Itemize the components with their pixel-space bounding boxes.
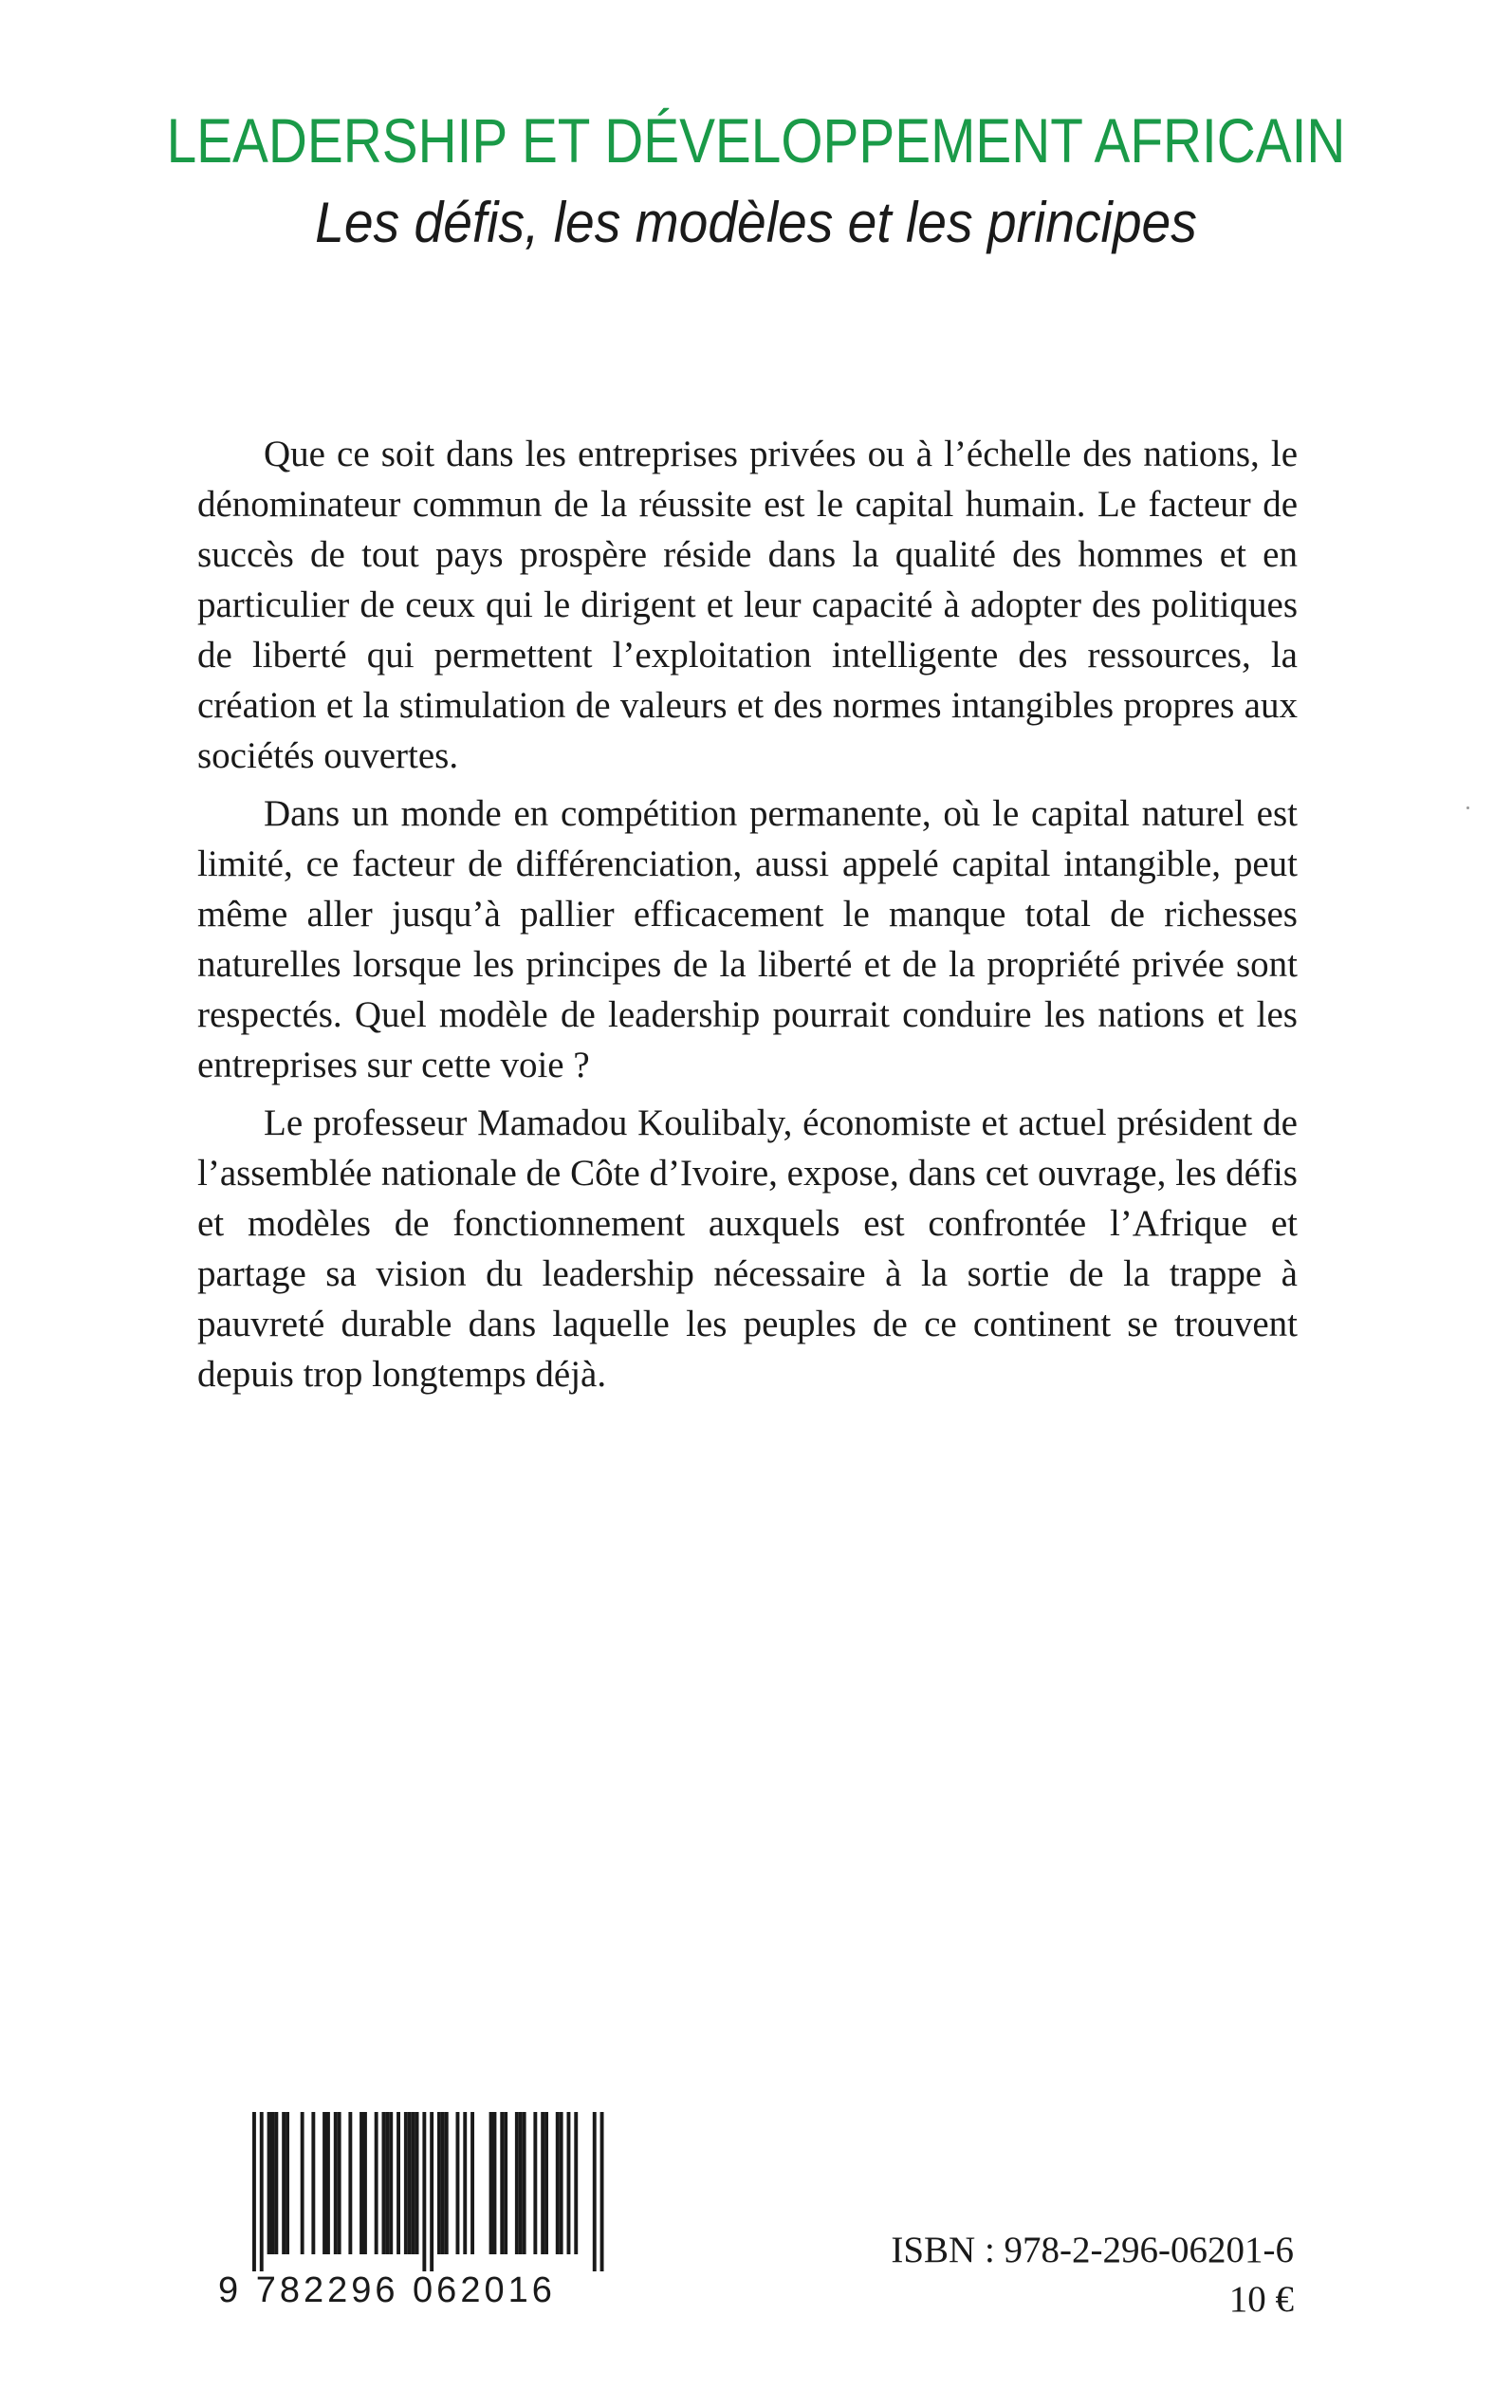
barcode-bar: [422, 2112, 426, 2271]
book-subtitle: Les défis, les modèles et les principes: [315, 191, 1197, 254]
barcode-bar: [385, 2112, 389, 2254]
barcode-bar: [489, 2112, 493, 2254]
barcode-bar: [593, 2112, 597, 2271]
blurb-paragraph: Que ce soit dans les entreprises privées ou à l’échelle des nations, le dénominateur commun de la réussite est le capital humain. Le facteur de succès de tout pays prospère réside dans la qualité des hommes et en particulier de ceux qui le dirigent et leur capacité à adopter des politiques de liberté qui permettent l’exploitation intelligente des ressources, la création et la stimulation de valeurs et des normes intangibles propres aux sociétés ouvertes.: [197, 434, 1298, 776]
barcode-bar: [560, 2112, 563, 2254]
barcode-bar: [574, 2112, 578, 2254]
barcode-bar: [260, 2112, 264, 2271]
barcode-bar: [437, 2112, 441, 2254]
barcode-bar: [533, 2112, 537, 2254]
blurb-paragraph: Le professeur Mamadou Koulibaly, économiste et actuel président de l’assemblée nationale de Côte d’Ivoire, expose, dans cet ouvrage, les défis et modèles de fonctionnement auxquels est confrontée l’Afrique et partage sa vision du leadership nécessaire à la sortie de la trappe à pauvreté durable dans laquelle les peuples de ce continent se trouvent depuis trop longtemps déjà.: [197, 1102, 1298, 1395]
barcode-bar: [323, 2112, 326, 2254]
barcode-bar: [408, 2112, 412, 2254]
barcode-bar: [415, 2112, 419, 2254]
barcode-bar: [338, 2112, 341, 2254]
barcode-bar: [334, 2112, 338, 2254]
barcode-bar: [567, 2112, 571, 2254]
barcode-bar: [404, 2112, 408, 2254]
barcode-bar: [326, 2112, 330, 2254]
barcode-bar: [348, 2112, 352, 2254]
isbn: ISBN : 978-2-296-06201-6: [891, 2230, 1294, 2270]
blurb-paragraph: Dans un monde en compétition permanente, où le capital naturel est limité, ce facteur de différenciation, aussi appelé capital intangible, peut même aller jusqu’à pallier efficacement le manque total de richesses naturelles lorsque les principes de la liberté et de la propriété privée sont respectés. Quel modèle de leadership pourrait conduire les nations et les entreprises sur cette voie ?: [197, 793, 1298, 1085]
barcode-bar: [500, 2112, 504, 2254]
barcode-bar: [519, 2112, 523, 2254]
barcode-bar: [267, 2112, 271, 2254]
barcode-bar: [412, 2112, 415, 2254]
barcode-bar: [382, 2112, 386, 2254]
barcode-bar: [556, 2112, 560, 2254]
barcode-bar: [523, 2112, 526, 2254]
barcode-digits: 9 782296 062016: [218, 2270, 556, 2310]
barcode-bar: [271, 2112, 275, 2254]
barcode-bar: [544, 2112, 548, 2254]
barcode-bar: [286, 2112, 289, 2254]
barcode-bar: [515, 2112, 519, 2254]
barcode-bar: [441, 2112, 445, 2254]
barcode-bar: [282, 2112, 286, 2254]
barcode-bar: [445, 2112, 449, 2254]
book-title: LEADERSHIP ET DÉVELOPPEMENT AFRICAIN: [166, 105, 1346, 176]
barcode-bar: [463, 2112, 467, 2254]
barcode-bar: [470, 2112, 474, 2254]
barcode-bar: [456, 2112, 460, 2254]
barcode: [218, 2112, 626, 2310]
barcode-bar: [504, 2112, 507, 2254]
barcode-bar: [396, 2112, 400, 2254]
barcode-bar: [600, 2112, 604, 2271]
barcode-bar: [311, 2112, 315, 2254]
barcode-bar: [363, 2112, 367, 2254]
barcode-bar: [375, 2112, 378, 2254]
barcode-bar: [541, 2112, 544, 2254]
barcode-bar: [252, 2112, 256, 2271]
barcode-bar: [301, 2112, 304, 2254]
blurb: [197, 429, 1298, 1407]
price: 10 €: [1228, 2279, 1294, 2320]
print-speck: [1466, 806, 1469, 809]
barcode-bar: [360, 2112, 363, 2254]
barcode-bar: [274, 2112, 278, 2254]
barcode-bars: [218, 2112, 626, 2273]
barcode-bar: [389, 2112, 393, 2254]
barcode-bar: [493, 2112, 497, 2254]
barcode-bar: [430, 2112, 433, 2271]
